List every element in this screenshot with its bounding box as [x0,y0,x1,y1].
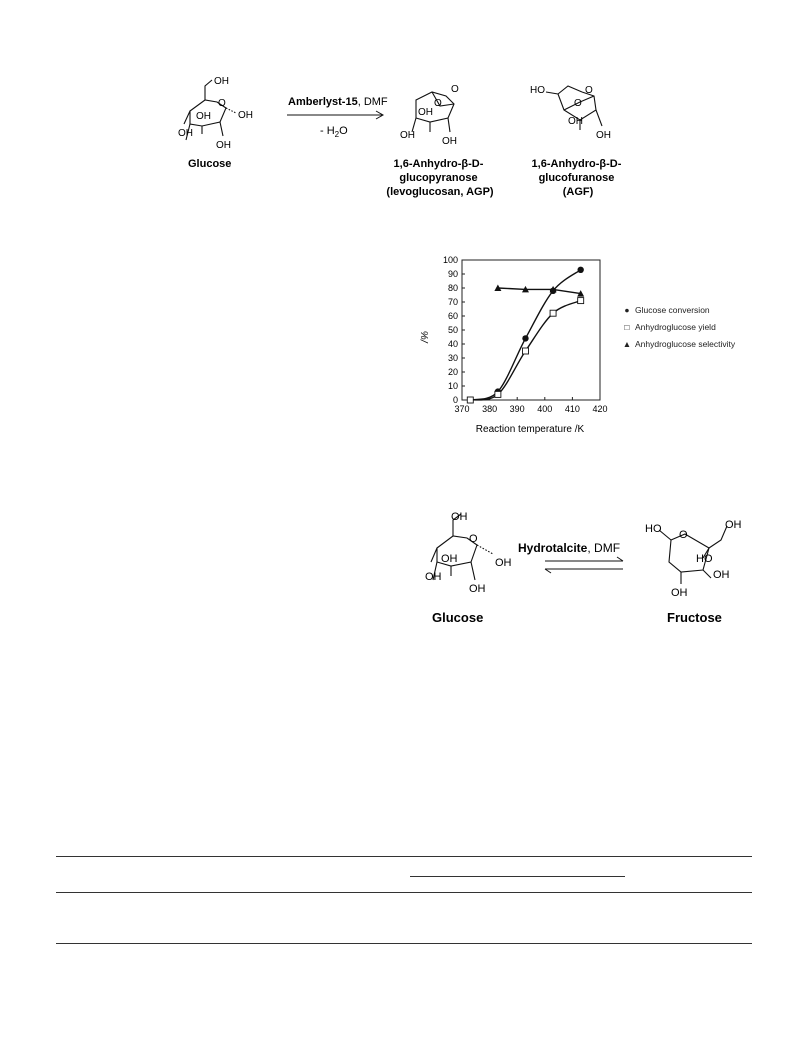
glucose-oh3-label: OH [196,111,211,122]
agf-bridge-oxygen: O [585,85,593,96]
y-tick-label: 30 [447,353,458,363]
scheme-2-isomerization [415,500,755,635]
agf-ring-oxygen: O [574,98,582,109]
y-tick-label: 50 [447,325,458,335]
y-tick-label: 10 [447,381,458,391]
agp-bridge-oxygen: O [434,98,442,109]
fructose-oh4-label: OH [713,569,730,581]
chart-x-axis-label: Reaction temperature /K [475,424,585,435]
table-top-rule [56,856,752,857]
anhydroglucose-yield-point [495,391,501,397]
y-tick-label: 40 [447,339,458,349]
legend-anhydroglucose-selectivity: ▲ Anhydroglucose selectivity [622,339,736,349]
x-tick-label: 420 [592,404,608,414]
agp-ring-oxygen: O [451,84,459,95]
y-tick-label: 20 [447,367,458,377]
glucose2-oh4-label: OH [425,571,442,583]
glucose2-ring-oxygen: O [469,533,478,545]
glucose2-oh3-label: OH [441,553,458,565]
fructose-ring-oxygen: O [679,529,688,541]
open-square-marker-icon: □ [624,322,630,332]
y-tick-label: 80 [447,283,458,293]
anhydroglucose-yield-point [550,310,556,316]
glucose2-oh2-label: OH [469,583,486,595]
scheme1-condition-label: - $H_2O$ [320,125,348,139]
scheme1-catalyst-label: Amberlyst-15, DMF [288,96,388,108]
legend-anhydroglucose-yield: □ Anhydroglucose yield [622,322,716,332]
agp-oh2-label: OH [442,136,457,147]
agf-ho5-label: HO [530,85,545,96]
x-tick-label: 400 [537,404,553,414]
agp-name: 1,6-Anhydro-β-D- glucopyranose (levoglucosan, AGP) [386,158,494,198]
glucose-oh-anomeric: OH [238,110,253,121]
glucose2-name: Glucose [432,610,484,625]
y-tick-label: 60 [447,311,458,321]
y-tick-label: 0 [452,395,458,405]
y-tick-label: 100 [442,255,458,265]
glucose2-oh-anomeric: OH [495,557,512,569]
fructose-oh1-label: OH [725,519,742,531]
scheme-1-anhydroglucose-formation [150,60,650,210]
glucose2-oh6-label: OH [451,511,468,523]
fructose-ho6-label: HO [645,523,662,535]
chart-axes [443,255,608,414]
x-tick-label: 370 [454,404,470,414]
x-tick-label: 410 [564,404,580,414]
glucose-oh4-label: OH [178,128,193,139]
agf-oh2-label: OH [596,130,611,141]
anhydroglucose-yield-point [578,298,584,304]
table-bottom-rule [56,943,752,944]
scheme2-catalyst-label: Hydrotalcite, DMF [518,541,621,555]
temperature-effect-chart [400,252,610,442]
fructose-name: Fructose [667,610,722,625]
y-tick-label: 70 [447,297,458,307]
table-header-rule [56,892,752,893]
glucose-conversion-point [577,267,583,273]
anhydroglucose-yield-point [467,397,473,403]
fructose-oh3-label: OH [671,587,688,599]
glucose-conversion-point [522,335,528,341]
glucose-oh2-label: OH [216,140,231,151]
anhydroglucose-selectivity-line [498,288,581,294]
equilibrium-arrows [545,557,623,573]
filled-triangle-marker-icon: ▲ [622,339,632,349]
table-column-group-rule [410,876,625,877]
agf-oh3-label: OH [568,116,583,127]
chart-series [467,267,584,404]
agp-oh3-label: OH [418,107,433,118]
scheme1-arrow [287,111,383,119]
chart-y-axis-label: /% [420,331,431,343]
anhydroglucose-yield-point [522,348,528,354]
agp-oh4-label: OH [400,130,415,141]
x-tick-label: 390 [509,404,525,414]
fructose-ho2-label: HO [696,553,713,565]
glucose-oh6-label: OH [214,76,229,87]
glucose-ring-oxygen: O [218,98,226,109]
agf-name: 1,6-Anhydro-β-D- glucofuranose (AGF) [531,158,622,198]
legend-glucose-conversion: ● Glucose conversion [622,305,710,315]
chart-frame [462,260,600,400]
filled-circle-marker-icon: ● [624,305,630,315]
x-tick-label: 380 [482,404,498,414]
glucose-name: Glucose [188,158,232,170]
y-tick-label: 90 [447,269,458,279]
